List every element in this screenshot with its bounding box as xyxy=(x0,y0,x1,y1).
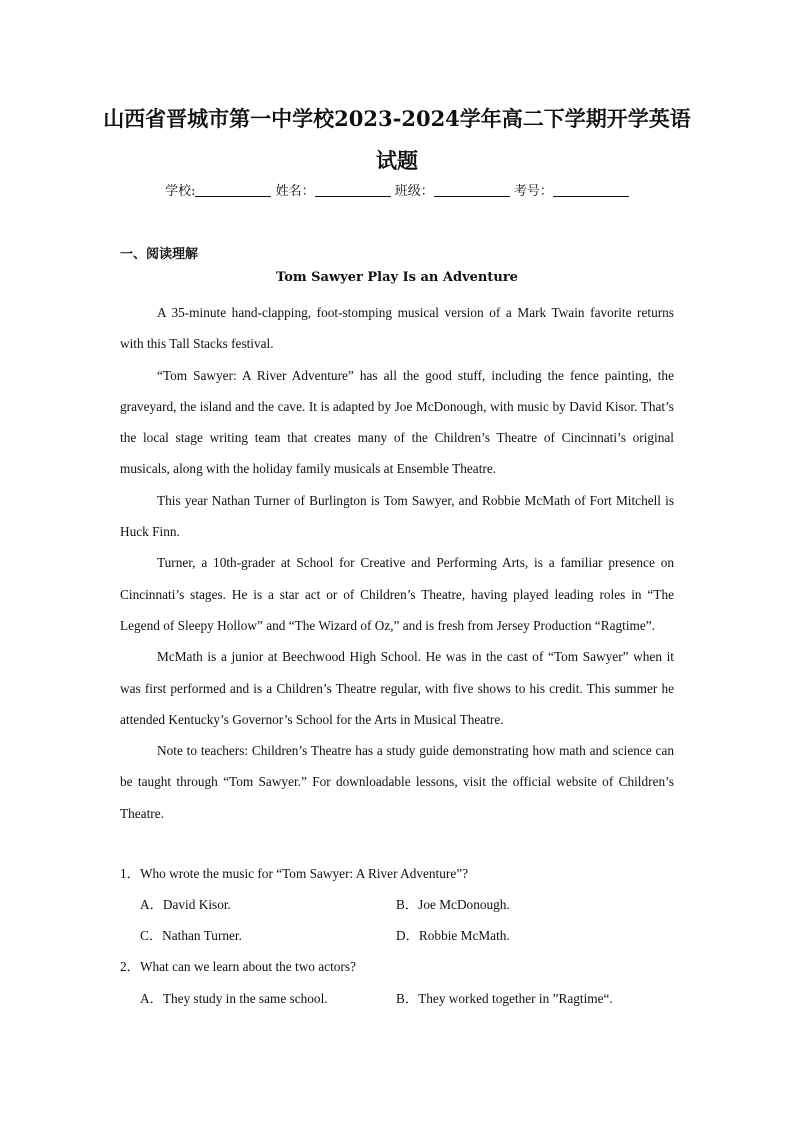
option-2b[interactable]: B．They worked together in ”Ragtime“. xyxy=(396,991,613,1006)
question-2 xyxy=(120,956,356,975)
question-1 xyxy=(120,863,468,882)
question-text: What can we learn about the two actors? xyxy=(139,959,356,974)
option-1b[interactable]: B．Joe McDonough. xyxy=(396,897,510,912)
question-number: 2． xyxy=(120,959,140,974)
section-heading: 一、阅读理解 xyxy=(120,247,199,262)
option-1a[interactable]: A．David Kisor. xyxy=(140,897,231,912)
article-body xyxy=(120,297,674,829)
school-blank[interactable] xyxy=(195,184,271,197)
exam-title xyxy=(100,98,694,182)
paragraph: A 35-minute hand-clapping, foot-stomping musical version of a Mark Twain favorite returns with this Tall Stacks festival. xyxy=(120,305,674,352)
paragraph: “Tom Sawyer: A River Adventure” has all the good stuff, including the fence painting, the graveyard, the island and the cave. It is adapted by Joe McDonough, with music by David Kisor. That’s the local stage writing team that creates many of the Children’s Theatre of Cincinnati’s original musicals, along with the holiday family musicals at Ensemble Theatre. xyxy=(120,367,674,477)
article-title: Tom Sawyer Play Is an Adventure xyxy=(276,270,518,285)
student-info-row xyxy=(0,180,794,199)
paragraph: Note to teachers: Children’s Theatre has a study guide demonstrating how math and science can be taught through “Tom Sawyer.” For downloadable lessons, visit the official website of Children’s Theatre. xyxy=(120,743,674,821)
paragraph: McMath is a junior at Beechwood High School. He was in the cast of “Tom Sawyer” when it was first performed and is a Children’s Theatre regular, with five shows to his credit. This summer he attended Kentucky’s Governor’s School for the Arts in Musical Theatre. xyxy=(120,649,674,727)
paragraph: This year Nathan Turner of Burlington is Tom Sawyer, and Robbie McMath of Fort Mitchell is Huck Finn. xyxy=(120,492,674,540)
name-blank[interactable] xyxy=(315,184,391,197)
option-1c[interactable]: C．Nathan Turner. xyxy=(140,928,242,943)
exam-number-label: 考号： xyxy=(513,184,553,199)
paragraph: Turner, a 10th-grader at School for Creative and Performing Arts, is a familiar presence on Cincinnati’s stages. He is a star act or of Children’s Theatre, having played leading roles in “The Legend of Sleepy Hollow” and “The Wizard of Oz,” and is fresh from Jersey Production “Ragtime”. xyxy=(120,555,674,633)
question-text: Who wrote the music for “Tom Sawyer: A River Adventure”? xyxy=(139,866,469,881)
name-label: 姓名： xyxy=(275,184,315,199)
title-line-1: 山西省晋城市第一中学校2023-2024学年高二下学期开学英语 xyxy=(103,106,691,131)
option-2a[interactable]: A．They study in the same school. xyxy=(140,991,328,1006)
class-label: 班级： xyxy=(394,184,434,199)
question-number: 1． xyxy=(120,866,140,881)
exam-number-blank[interactable] xyxy=(553,184,629,197)
title-line-2: 试题 xyxy=(376,148,418,173)
option-1d[interactable]: D．Robbie McMath. xyxy=(396,928,510,943)
class-blank[interactable] xyxy=(434,184,510,197)
school-label: 学校: xyxy=(165,184,196,199)
